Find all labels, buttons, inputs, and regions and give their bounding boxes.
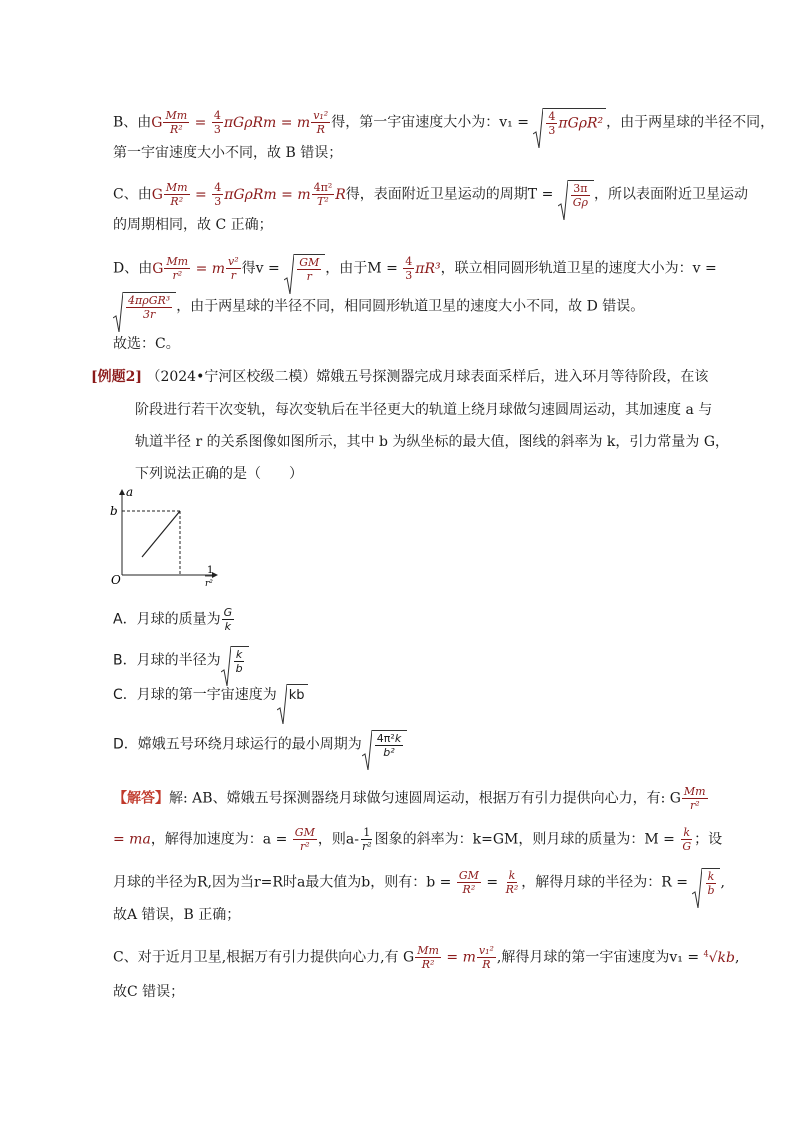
origin-label: O	[111, 573, 121, 587]
formula-c-period: $\frac{3\pi}{G\rho}$	[558, 180, 594, 209]
formula-b-gravity: G $\frac{Mm}{\text{R²}}$ = $\frac{4}{3}$ πGρRm = m $\frac{\text{v₁²}}{R}$	[151, 109, 329, 136]
x-axis-num: 1	[207, 565, 214, 576]
option-c: C．月球的第一宇宙速度为 kb	[113, 684, 308, 706]
formula-d-v: $\frac{GM}{r}$	[284, 254, 325, 283]
x-axis-den: r²	[205, 579, 213, 589]
formula-d-mass: $\frac{4}{3}$ πR³	[405, 255, 441, 282]
example-line2: 阶段进行若干次变轨，每次变轨后在半径更大的轨道上绕月球做匀速圆周运动，其加速度 a 与	[135, 402, 713, 418]
answer-line3: 月球的半径为R,因为当r=R时a最大值为b，则有：b = $\frac{GM}{\text{R²}}$ = $\frac{k}{\text{R²}}$ ，解得月球的半径为：R = $\frac{k}{b}$ ,	[113, 868, 725, 897]
formula-d-vfinal: $\frac{\text{4πρGR³}}{3r}$	[113, 292, 176, 321]
solution-c-line1: C、由G $\frac{Mm}{\text{R²}}$ = $\frac{4}{3}$ πGρRm = m $\frac{\text{4π²}}{\text{T²}}$ R得，表面附近卫星运动的周期T = $\frac{3\pi}{G\rho}$ ，所以表面附近卫星运动	[113, 180, 748, 209]
answer-line1: 【解答】解: AB、嫦娥五号探测器绕月球做匀速圆周运动，根据万有引力提供向心力，有: G $\frac{Mm}{\text{r²}}$	[113, 785, 706, 812]
answer-line5: C、对于近月卫星,根据万有引力提供向心力,有 G $\frac{Mm}{\text{R²}}$ = m $\frac{\text{v₁²}}{R}$ ,解得月球的第一宇宙速度为v₁ = $^4$√kb,	[113, 944, 740, 972]
answer-tag: 【解答】	[113, 790, 169, 807]
example-line3: 轨道半径 r 的关系图像如图所示，其中 b 为纵坐标的最大值，图线的斜率为 k，引力常量为 G，	[135, 434, 730, 450]
answer-line2: = ma，解得加速度为：a = $\frac{GM}{\text{r²}}$ ，则a- $\frac{1}{\text{r²}}$ 图象的斜率为：k=GM，则月球的质量为：M = $\frac{k}{G}$ ；设	[113, 826, 723, 853]
answer-line4: 故A 错误，B 正确；	[113, 907, 241, 923]
solution-c-line2: 的周期相同，故 C 正确；	[113, 217, 273, 233]
solution-d-line1: D、由G $\frac{Mm}{\text{r²}}$ = m $\frac{\text{v²}}{r}$ 得v = $\frac{GM}{r}$ ，由于M = $\frac{4}{3}$ πR³，联立相同圆形轨道卫星的速度大小为：v =	[113, 254, 717, 283]
solution-choice: 故选：C。	[113, 336, 180, 352]
a-vs-inverse-r2-graph	[105, 484, 230, 589]
formula-c-gravity: G $\frac{Mm}{\text{R²}}$ = $\frac{4}{3}$ πGρRm = m $\frac{\text{4π²}}{\text{T²}}$ R	[151, 181, 346, 208]
graph-line	[142, 511, 180, 557]
solution-d-line2: $\frac{\text{4πρGR³}}{3r}$ ，由于两星球的半径不同，相同圆形轨道卫星的速度大小不同，故 D 错误。	[113, 292, 644, 321]
y-axis-label: a	[126, 485, 134, 499]
example-line1: [例题2] （2024•宁河区校级二模）嫦娥五号探测器完成月球表面采样后，进入环月等待阶段，在该	[91, 369, 709, 385]
example-line4: 下列说法正确的是（ ）	[135, 466, 303, 482]
option-a: A．月球的质量为 $\frac{G}{k}$	[113, 606, 233, 633]
solution-b-line2: 第一宇宙速度大小不同，故 B 错误；	[113, 145, 343, 161]
example-tag: [例题2]	[91, 369, 142, 385]
answer-line6: 故C 错误；	[113, 984, 185, 1000]
formula-b-v1: $\frac{4}{3}$ πGρR²	[533, 108, 606, 137]
solution-b-line1: B、由G $\frac{Mm}{\text{R²}}$ = $\frac{4}{3}$ πGρRm = m $\frac{\text{v₁²}}{R}$ 得，第一宇宙速度大小为：v₁ = $\frac{4}{3}$ πGρR² ，由于两星球的半径不同，	[113, 108, 774, 137]
option-b: B．月球的半径为 $\frac{k}{b}$	[113, 646, 249, 675]
formula-d-gravity: G $\frac{Mm}{\text{r²}}$ = m $\frac{\text{v²}}{r}$	[152, 255, 239, 282]
option-d: D．嫦娥五号环绕月球运行的最小周期为 $\frac{\text{4π²k}}{\text{b²}}$	[113, 730, 407, 759]
b-label: b	[110, 504, 118, 518]
